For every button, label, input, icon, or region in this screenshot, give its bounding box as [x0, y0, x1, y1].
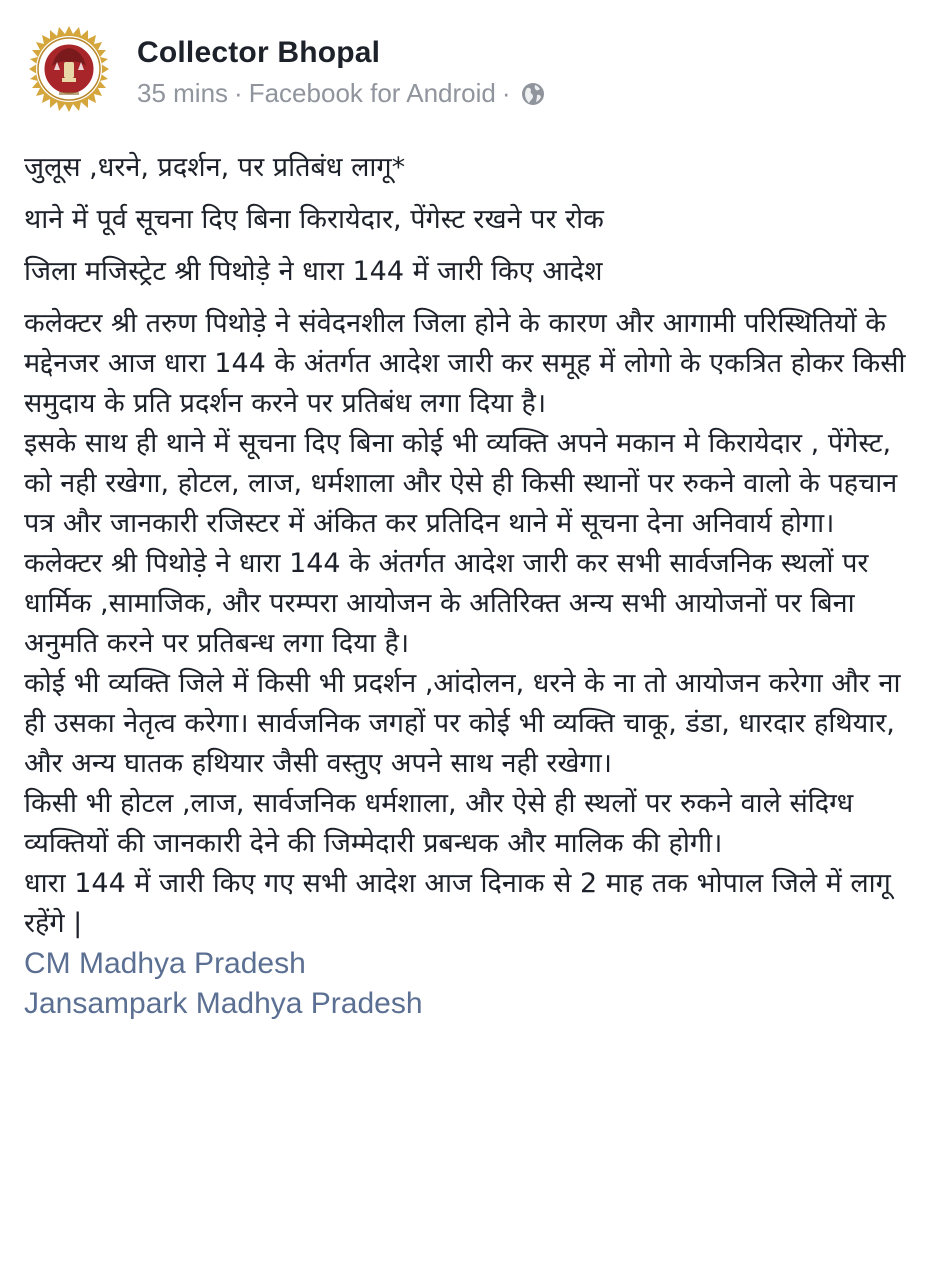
- author-name[interactable]: Collector Bhopal: [137, 36, 381, 69]
- post-paragraph: किसी भी होटल ,लाज, सार्वजनिक धर्मशाला, और ऐसे ही स्थलों पर रुकने वाले संदिग्ध व्यक्तियों की जानकारी देने की जिम्मेदारी प्रबन्धक और मालिक की होगी।: [24, 788, 854, 859]
- meta-separator: ·: [234, 78, 243, 108]
- post-paragraph: इसके साथ ही थाने में सूचना दिए बिना कोई भी व्यक्ति अपने मकान मे किरायेदार , पेंगेस्ट, को नही रखेगा, होटल, लाज, धर्मशाला और ऐसे ही किसी स्थानों पर रुकने वालो के पहचान पत्र और जानकारी रजिस्टर में अंकित कर प्रतिदिन थाने में सूचना देना अनिवार्य होगा।: [24, 428, 898, 539]
- meta-separator: ·: [501, 78, 511, 108]
- globe-icon[interactable]: [521, 82, 545, 106]
- post-paragraph: कोई भी व्यक्ति जिले में किसी भी प्रदर्शन ,आंदोलन, धरने के ना तो आयोजन करेगा और ना ही उसका नेतृत्व करेगा। सार्वजनिक जगहों पर कोई भी व्यक्ति चाकू, डंडा, धारदार हथियार, और अन्य घातक हथियार जैसी वस्तुए अपने साथ नही रखेगा।: [24, 668, 901, 779]
- madhya-pradesh-emblem-icon: [26, 26, 112, 112]
- post-paragraph: धारा 144 में जारी किए गए सभी आदेश आज दिनाक से 2 माह तक भोपाल जिले में लागू रहेंगे |: [24, 868, 891, 939]
- post-time[interactable]: 35 mins: [137, 78, 229, 108]
- post-source: Facebook for Android: [248, 78, 496, 108]
- tag-link-jansampark-madhya-pradesh[interactable]: Jansampark Madhya Pradesh: [24, 987, 423, 1020]
- post-meta: [137, 78, 545, 109]
- tag-link-cm-madhya-pradesh[interactable]: CM Madhya Pradesh: [24, 947, 306, 980]
- post-headline: थाने में पूर्व सूचना दिए बिना किरायेदार, पेंगेस्ट रखने पर रोक: [24, 204, 604, 235]
- post-header: [0, 0, 929, 130]
- avatar[interactable]: [26, 26, 112, 112]
- post-paragraph: कलेक्टर श्री पिथोड़े ने धारा 144 के अंतर्गत आदेश जारी कर सभी सार्वजनिक स्थलों पर धार्मिक ,सामाजिक, और परम्परा आयोजन के अतिरिक्त अन्य सभी आयोजनों पर बिना अनुमति करने पर प्रतिबन्ध लगा दिया है।: [24, 548, 869, 659]
- tagged-pages: [24, 944, 914, 1024]
- post-body: [24, 148, 914, 1024]
- post-paragraph: कलेक्टर श्री तरुण पिथोड़े ने संवेदनशील जिला होने के कारण और आगामी परिस्थितियों के मद्देनजर आज धारा 144 के अंतर्गत आदेश जारी कर समूह में लोगो के एकत्रित होकर किसी समुदाय के प्रति प्रदर्शन करने पर प्रतिबंध लगा दिया है।: [24, 308, 906, 419]
- post-headline: जुलूस ,धरने, प्रदर्शन, पर प्रतिबंध लागू*: [24, 152, 406, 183]
- post-headline: जिला मजिस्ट्रेट श्री पिथोड़े ने धारा 144 में जारी किए आदेश: [24, 256, 603, 287]
